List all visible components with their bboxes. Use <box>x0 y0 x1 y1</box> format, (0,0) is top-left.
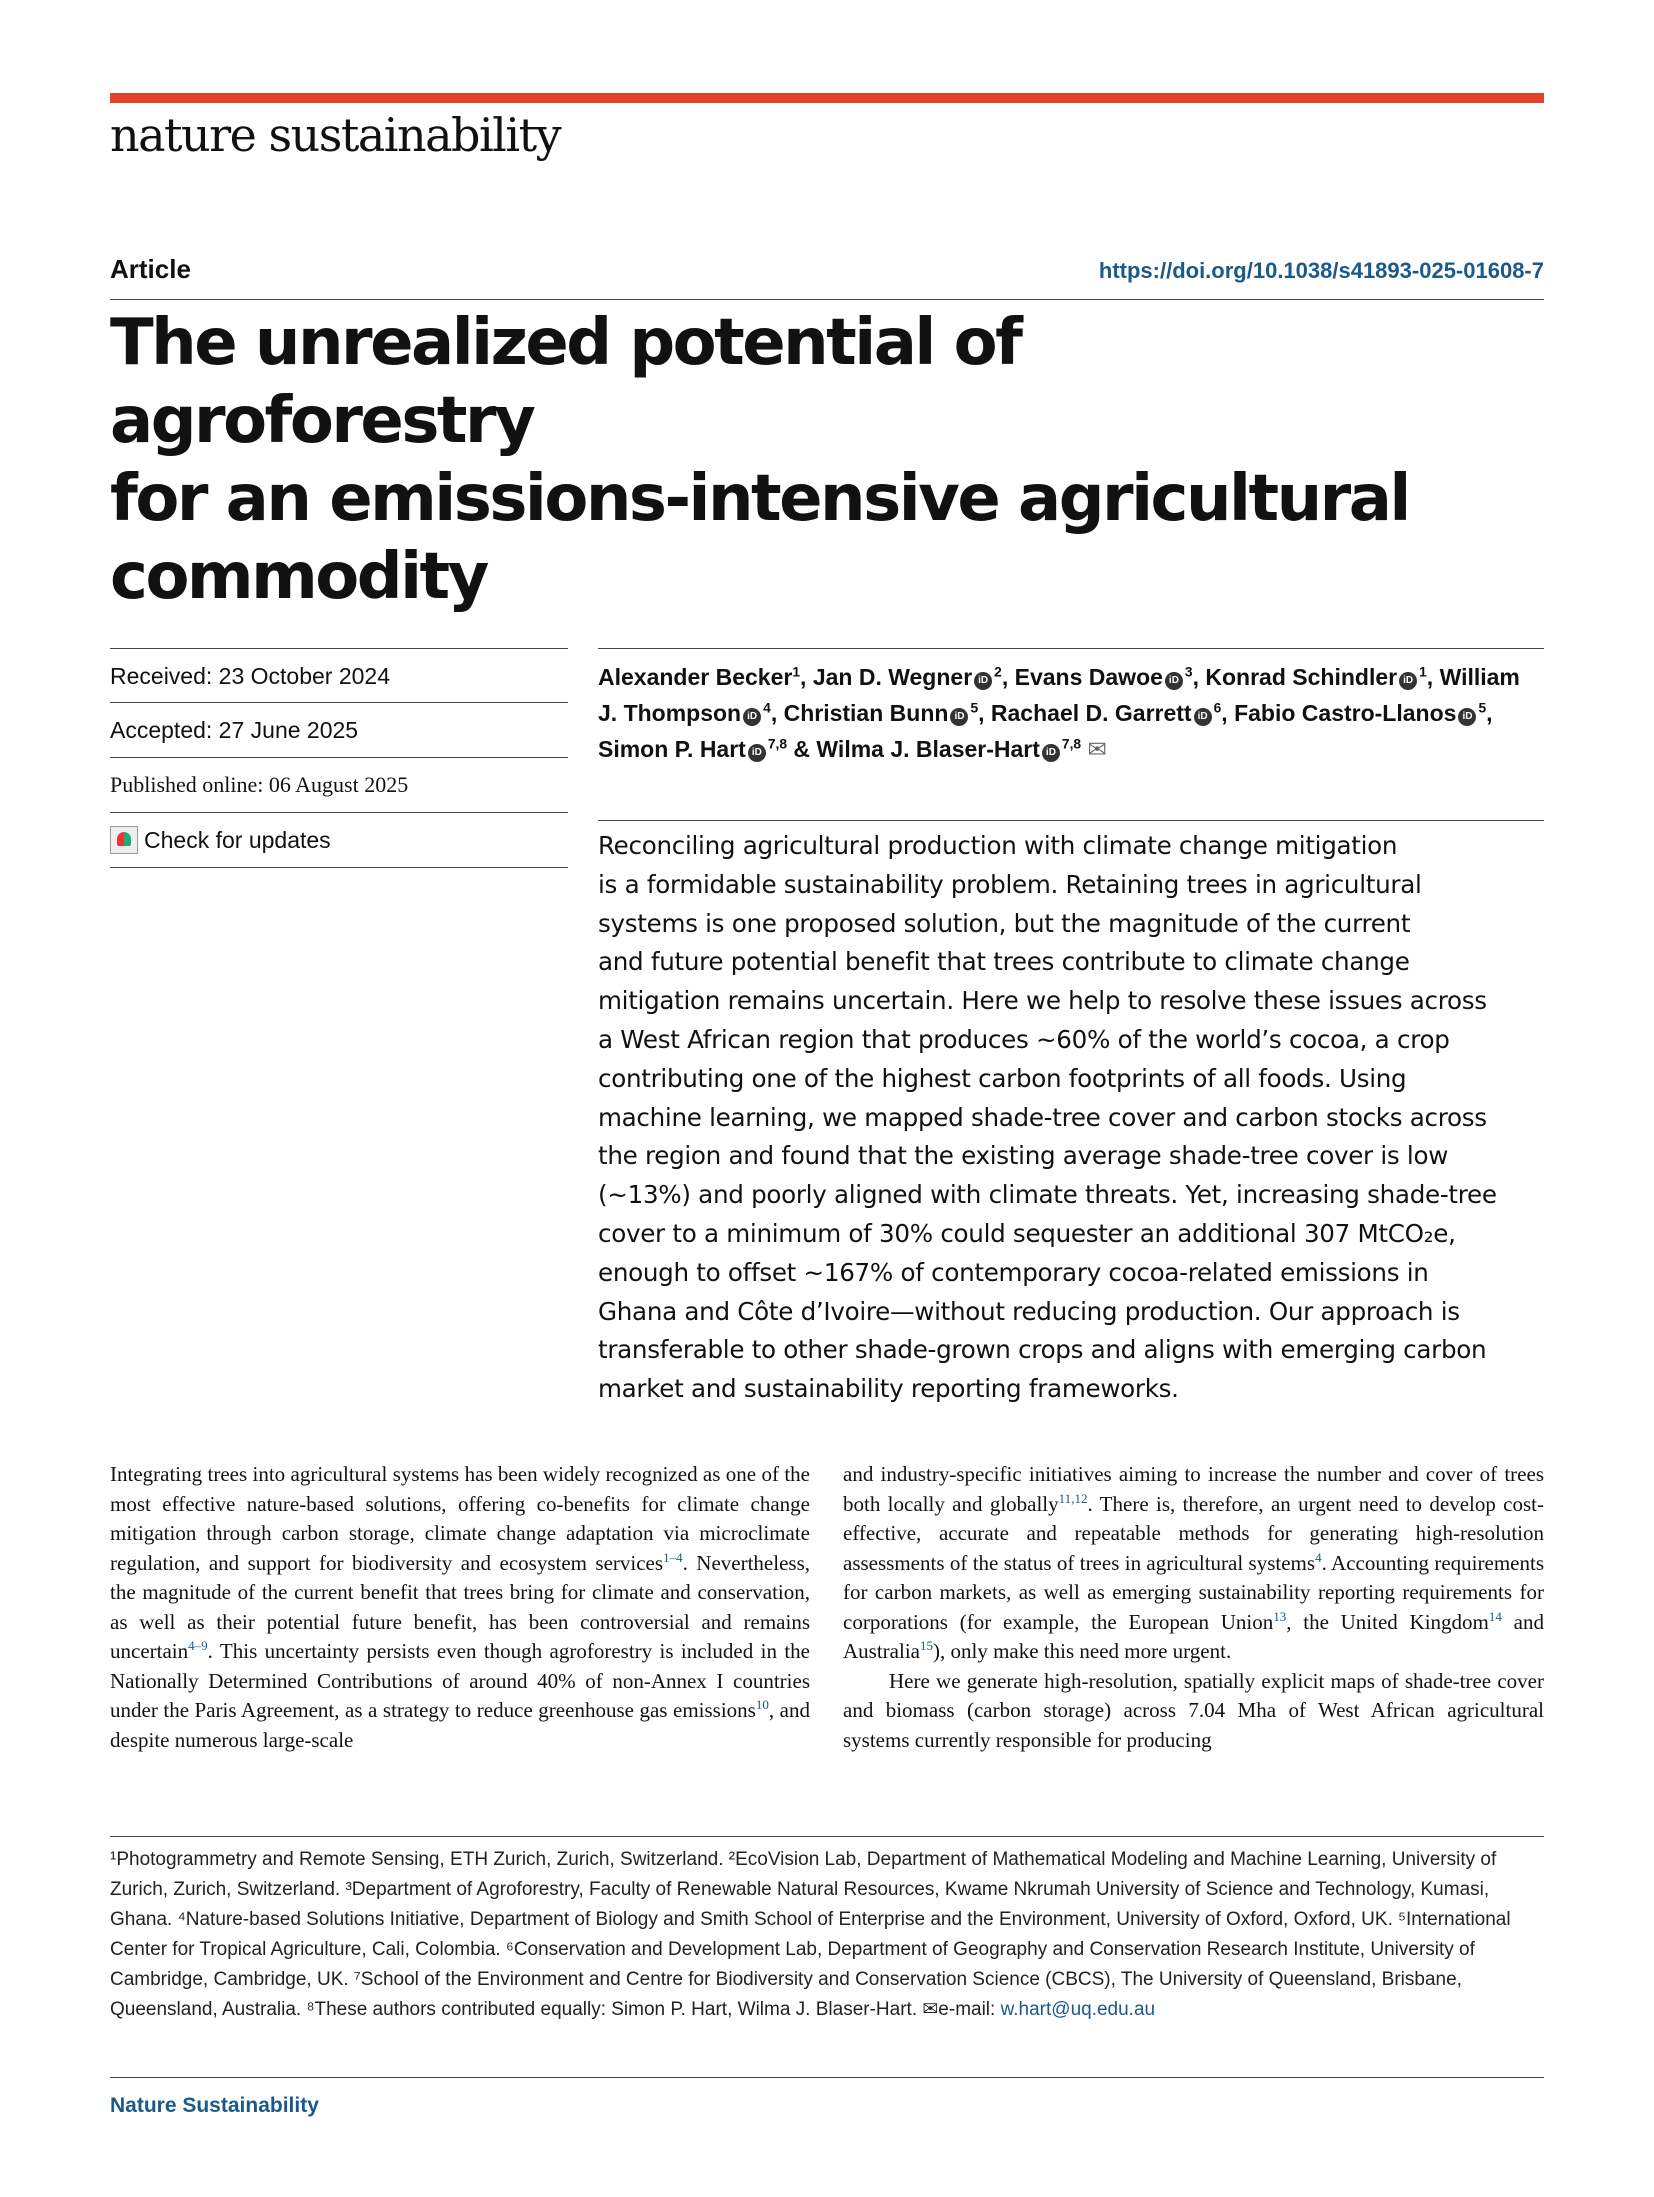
affiliations-rule <box>110 1836 1544 1837</box>
author-affiliation: 5 <box>970 700 979 716</box>
article-metadata <box>110 648 568 868</box>
received-date: Received: 23 October 2024 <box>110 648 568 703</box>
author[interactable] <box>1015 664 1193 690</box>
affiliations <box>110 1845 1544 2025</box>
orcid-icon[interactable]: iD <box>974 672 992 690</box>
author-name: William J. Thompson <box>598 664 1520 726</box>
journal-name: nature sustainability <box>110 108 561 162</box>
author[interactable] <box>598 736 787 762</box>
body-column-left <box>110 1460 810 1755</box>
citation-ref[interactable]: 10 <box>755 1697 769 1712</box>
email-link[interactable]: w.hart@uq.edu.au <box>1000 1999 1156 2020</box>
body-text: and Australia <box>843 1609 1544 1663</box>
title-line: for an emissions-intensive agricultural <box>110 462 1409 536</box>
body-text: . This uncertainty persists even though agroforestry is included in the Nationally Determined Contributions of around 40% of non-Annex I countries under the Paris Agreement, as a strategy to reduce greenhouse gas emissions <box>110 1639 810 1722</box>
citation-ref[interactable]: 13 <box>1273 1608 1287 1624</box>
orcid-icon[interactable]: iD <box>950 708 968 726</box>
check-updates-icon <box>110 826 138 854</box>
check-for-updates-button[interactable] <box>110 813 568 868</box>
abstract-line: market and sustainability reporting frameworks. <box>598 1374 1179 1404</box>
citation-ref[interactable]: 11,12 <box>1058 1490 1088 1506</box>
author[interactable] <box>784 700 979 726</box>
orcid-icon[interactable]: iD <box>1042 744 1060 762</box>
check-updates-label: Check for updates <box>144 826 331 853</box>
author-affiliation: 5 <box>1478 700 1487 716</box>
citation-ref[interactable]: 15 <box>919 1638 933 1653</box>
abstract-rule <box>598 820 1544 821</box>
abstract-line: the region and found that the existing average shade-tree cover is low <box>598 1141 1449 1171</box>
abstract-line: (~13%) and poorly aligned with climate threats. Yet, increasing shade-tree <box>598 1180 1497 1210</box>
author-name: Alexander Becker <box>598 664 793 690</box>
footer-rule <box>110 2077 1544 2078</box>
author-name: Konrad Schindler <box>1205 664 1398 690</box>
abstract-line: Reconciling agricultural production with climate change mitigation <box>598 831 1398 860</box>
author[interactable] <box>598 664 800 690</box>
citation-ref[interactable]: 14 <box>1488 1608 1502 1624</box>
abstract-line: a West African region that produces ~60% of the world’s cocoa, a crop <box>598 1024 1450 1054</box>
author-name: Jan D. Wegner <box>812 664 973 690</box>
article-title <box>110 304 1410 616</box>
abstract-line: is a formidable sustainability problem. Retaining trees in agricultural <box>598 869 1422 899</box>
top-accent-bar <box>110 93 1544 103</box>
body-text: ), only make this need more urgent. <box>933 1639 1232 1663</box>
body-text: and industry-specific initiatives aiming to increase the number and cover of trees both locally and globally <box>843 1462 1544 1516</box>
abstract-line: Ghana and Côte d’Ivoire—without reducing production. Our approach is <box>598 1296 1460 1326</box>
header-rule <box>110 299 1544 300</box>
author-name: Simon P. Hart <box>598 736 746 762</box>
envelope-icon: ✉ <box>922 1999 939 2020</box>
orcid-icon[interactable]: iD <box>748 744 766 762</box>
author-affiliation: 4 <box>763 700 771 716</box>
body-paragraph <box>843 1460 1544 1667</box>
abstract-line: transferable to other shade-grown crops and aligns with emerging carbon <box>598 1335 1487 1365</box>
orcid-icon[interactable]: iD <box>1458 708 1476 726</box>
author-name: Fabio Castro-Llanos <box>1234 700 1457 726</box>
body-text: . Nevertheless, the magnitude of the current benefit that trees bring for climate and conservation, as well as their potential future benefit, has been controversial and remains uncertain <box>110 1550 810 1663</box>
author-name: Rachael D. Garrett <box>990 700 1192 726</box>
body-text: . Accounting requirements for carbon markets, as well as emerging sustainability reporting requirements for corporations (for example, the European Union <box>843 1550 1544 1634</box>
affiliations-text: ¹Photogrammetry and Remote Sensing, ETH Zurich, Zurich, Switzerland. ²EcoVision Lab, Department of Mathematical Modeling and Machine Learning, University of Zurich, Zurich, Switzerland. ³Department of Agroforestry, Faculty of Renewable Natural Resources, Kwame Nkrumah University of Science and Technology, Kumasi, Ghana. ⁴Nature-based Solutions Initiative, Department of Biology and Smith School of Enterprise and the Environment, University of Oxford, Oxford, UK. ⁵International Center for Tropical Agriculture, Cali, Colombia. ⁶Conservation and Development Lab, Department of Geography and Conservation Research Institute, University of Cambridge, Cambridge, UK. ⁷School of the Environment and Centre for Biodiversity and Conservation Science (CBCS), The University of Queensland, Brisbane, Queensland, Australia. ⁸These authors contributed equally: Simon P. Hart, Wilma J. Blaser-Hart. <box>110 1849 1511 2020</box>
author[interactable] <box>1205 664 1426 690</box>
abstract-line: contributing one of the highest carbon footprints of all foods. Using <box>598 1063 1407 1093</box>
abstract-line: and future potential benefit that trees contribute to climate change <box>598 947 1410 977</box>
author-name: Evans Dawoe <box>1014 664 1163 690</box>
footer-journal: Nature Sustainability <box>110 2094 319 2117</box>
abstract-line: enough to offset ~167% of contemporary cocoa-related emissions in <box>598 1257 1429 1287</box>
email-label: e-mail: <box>938 1999 996 2020</box>
citation-ref[interactable]: 4 <box>1315 1549 1322 1565</box>
author-affiliation: 1 <box>792 664 801 680</box>
body-text: , and despite numerous large-scale <box>110 1698 810 1752</box>
orcid-icon[interactable]: iD <box>1165 672 1183 690</box>
authors-rule <box>598 648 1544 649</box>
envelope-icon[interactable]: ✉ <box>1081 736 1107 762</box>
body-text: . There is, therefore, an urgent need to develop cost-effective, accurate and repeatable methods for generating high-resolution assessments of the status of trees in agricultural systems <box>843 1491 1545 1575</box>
body-text: Integrating trees into agricultural systems has been widely recognized as one of the most effective nature-based solutions, offering co-benefits for climate change mitigation through carbon storage, climate change adaptation via microclimate regulation, and support for biodiversity and ecosystem services <box>110 1462 810 1575</box>
author-name: Wilma J. Blaser-Hart <box>816 736 1040 762</box>
citation-ref[interactable]: 4–9 <box>188 1638 208 1653</box>
title-line: commodity <box>110 540 487 614</box>
author[interactable] <box>1234 700 1486 726</box>
author-affiliation: 1 <box>1419 664 1427 680</box>
doi-link[interactable]: https://doi.org/10.1038/s41893-025-01608-7 <box>1098 258 1544 283</box>
author[interactable] <box>816 736 1081 762</box>
abstract-line: mitigation remains uncertain. Here we help to resolve these issues across <box>598 986 1487 1016</box>
author-name: Christian Bunn <box>783 700 949 726</box>
accepted-date: Accepted: 27 June 2025 <box>110 703 568 758</box>
abstract-line: systems is one proposed solution, but the magnitude of the current <box>598 908 1411 938</box>
author-affiliation: 7,8 <box>767 736 788 752</box>
title-line: The unrealized potential of agroforestry <box>110 306 1021 458</box>
abstract-line: machine learning, we mapped shade-tree cover and carbon stocks across <box>598 1102 1487 1132</box>
author-list: Alexander Becker$^1$, Jan D. Wegner $iD^2$, Evans Dawoe $iD^3$, Konrad Schindler $iD^1$, William J. Thompson $iD^4$, Christian Bunn $iD^5$, Rachael D. Garrett $iD^6$, Fabio Castro-Llanos $iD^5$, Simon P. Hart iD$^{7,8}$ & Wilma J. Blaser-Hart iD$^{7,8}$ ✉ <box>598 664 1520 762</box>
author-affiliation: 3 <box>1184 664 1193 680</box>
author-affiliation: 6 <box>1213 700 1222 716</box>
article-type: Article <box>110 254 191 284</box>
body-paragraph: Here we generate high-resolution, spatially explicit maps of shade-tree cover and biomass (carbon storage) across 7.04 Mha of West African agricultural systems currently responsible for producing <box>843 1668 1544 1752</box>
author[interactable] <box>813 664 1002 690</box>
body-column-right <box>843 1460 1544 1755</box>
orcid-icon[interactable]: iD <box>743 708 761 726</box>
orcid-icon[interactable]: iD <box>1399 672 1417 690</box>
published-date: Published online: 06 August 2025 <box>110 758 568 813</box>
author[interactable] <box>991 700 1221 726</box>
abstract-line: cover to a minimum of 30% could sequester an additional 307 MtCO₂e, <box>598 1218 1456 1248</box>
author-affiliation: 2 <box>994 664 1002 680</box>
body-text: , the United Kingdom <box>1286 1609 1489 1634</box>
citation-ref[interactable]: 1–4 <box>663 1549 683 1565</box>
orcid-icon[interactable]: iD <box>1194 708 1212 726</box>
abstract <box>598 827 1503 1409</box>
author-affiliation: 7,8 <box>1061 736 1082 752</box>
